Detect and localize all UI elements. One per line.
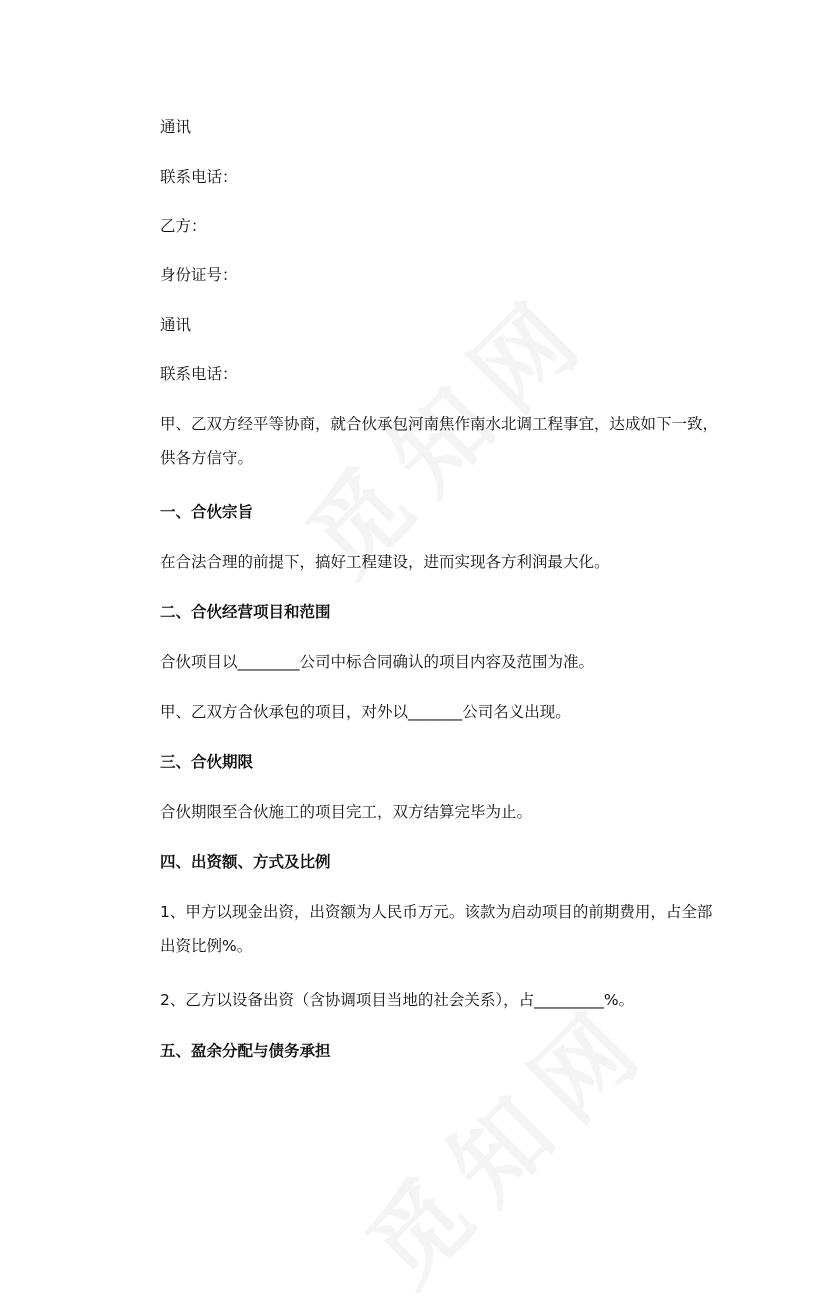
paragraph: 合伙期限至合伙施工的项目完工，双方结算完毕为止。: [160, 803, 533, 821]
paragraph: 合伙项目以________公司中标合同确认的项目内容及范围为准。: [160, 653, 595, 671]
party-b-label: 乙方：: [160, 217, 207, 235]
paragraph: 甲、乙双方合伙承包的项目，对外以_______公司名义出现。: [160, 703, 571, 721]
intro-paragraph: 甲、乙双方经平等协商，就合伙承包河南焦作南水北调工程事宜，达成如下一致，供各方信守。: [160, 415, 719, 467]
section-heading: 四、出资额、方式及比例: [160, 853, 331, 871]
section-heading: 五、盈余分配与债务承担: [160, 1042, 331, 1060]
section-heading: 二、合伙经营项目和范围: [160, 603, 331, 621]
contact-label: 通讯: [160, 316, 192, 334]
id-number-label: 身份证号：: [160, 266, 238, 284]
paragraph: 在合法合理的前提下，搞好工程建设，进而实现各方利润最大化。: [160, 553, 610, 571]
paragraph: 2、乙方以设备出资（含协调项目当地的社会关系），占_________%。: [160, 991, 635, 1009]
phone-label: 联系电话：: [160, 168, 238, 186]
paragraph: 1、甲方以现金出资，出资额为人民币万元。该款为启动项目的前期费用，占全部出资比例%。: [160, 903, 713, 955]
section-heading: 一、合伙宗旨: [160, 503, 254, 521]
watermark: [333, 967, 676, 1310]
phone-label: 联系电话：: [160, 365, 238, 383]
contact-label: 通讯: [160, 118, 192, 136]
section-heading: 三、合伙期限: [160, 753, 254, 771]
